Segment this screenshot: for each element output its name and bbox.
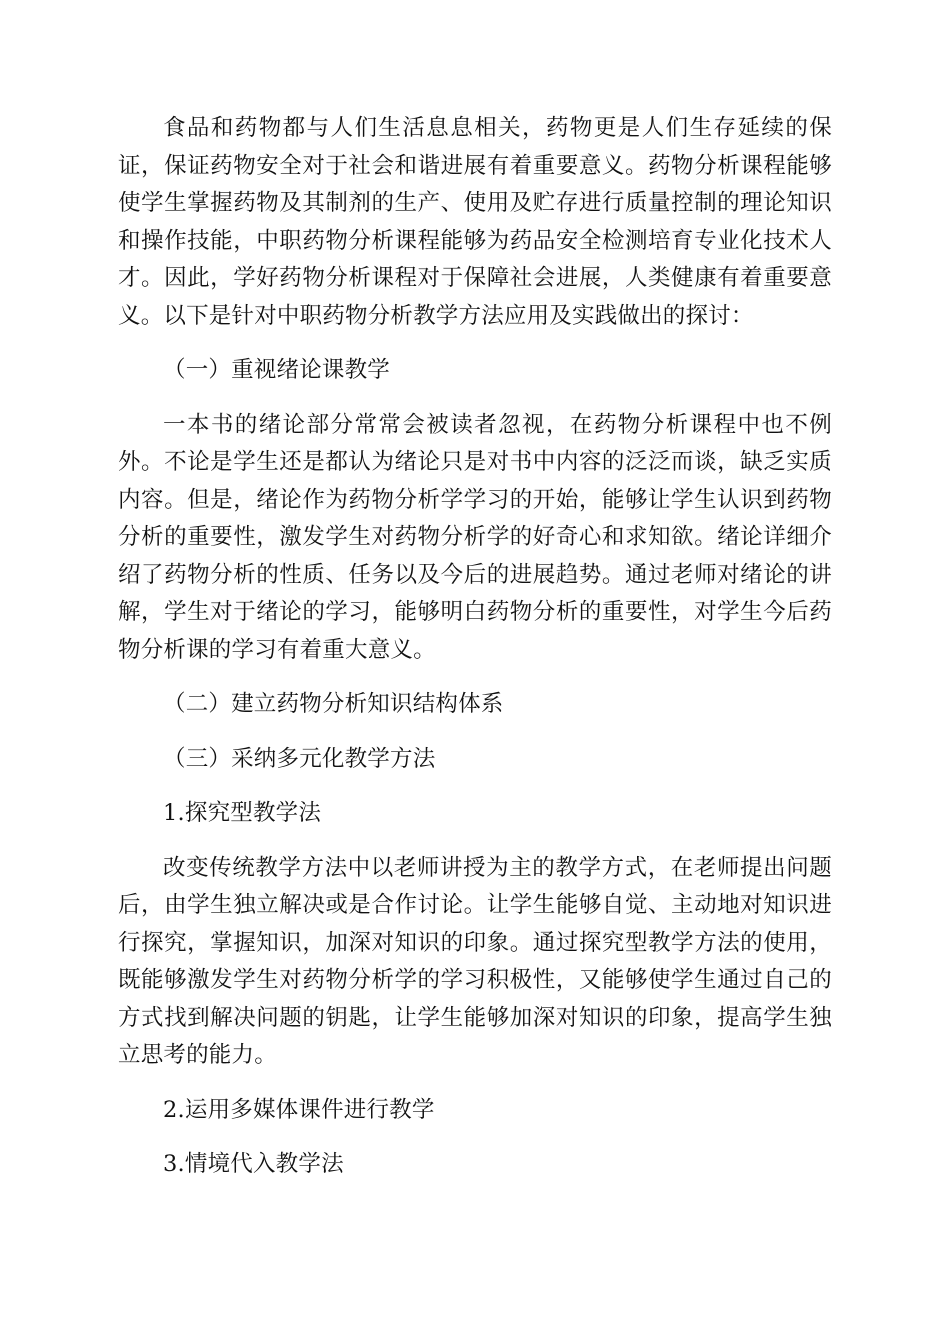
heading-introduction-teaching: （一）重视绪论课教学 xyxy=(163,357,391,383)
paragraph-intro: 食品和药物都与人们生活息息相关，药物更是人们生存延续的保证，保证药物安全对于社会和谐进展有着重要意义。药物分析课程能够使学生掌握药物及其制剂的生产、使用及贮存进行质量控制的理论知识和操作技能，中职药物分析课程能够为药品安全检测培育专业化技术人才。因此，学好药物分析课程对于保障社会进展，人类健康有着重要意义。以下是针对中职药物分析教学方法应用及实践做出的探讨： xyxy=(118,115,832,329)
spacer xyxy=(118,1129,832,1146)
heading-inquiry-method: 1.探究型教学法 xyxy=(163,800,322,826)
spacer xyxy=(118,669,832,686)
spacer xyxy=(118,724,832,741)
heading-scenario-method: 3.情境代入教学法 xyxy=(163,1151,344,1177)
heading-multimedia-teaching: 2.运用多媒体课件进行教学 xyxy=(163,1096,435,1123)
heading-knowledge-structure: （二）建立药物分析知识结构体系 xyxy=(163,691,504,717)
spacer xyxy=(118,778,832,795)
spacer xyxy=(118,335,832,352)
spacer xyxy=(118,390,832,407)
spacer xyxy=(118,833,832,850)
spacer xyxy=(118,1075,832,1092)
heading-diversified-methods: （三）采纳多元化教学方法 xyxy=(163,745,436,772)
document-page xyxy=(118,110,832,1184)
paragraph-introduction-teaching: 一本书的绪论部分常常会被读者忽视，在药物分析课程中也不例外。不论是学生还是都认为绪论只是对书中内容的泛泛而谈，缺乏实质内容。但是，绪论作为药物分析学学习的开始，能够让学生认识到药物分析的重要性，激发学生对药物分析学的好奇心和求知欲。绪论详细介绍了药物分析的性质、任务以及今后的进展趋势。通过老师对绪论的讲解，学生对于绪论的学习，能够明白药物分析的重要性，对学生今后药物分析课的学习有着重大意义。 xyxy=(118,411,832,663)
paragraph-inquiry-method: 改变传统教学方法中以老师讲授为主的教学方式，在老师提出问题后，由学生独立解决或是合作讨论。让学生能够自觉、主动地对知识进行探究，掌握知识，加深对知识的印象。通过探究型教学方法的使用，既能够激发学生对药物分析学的学习积极性，又能够使学生通过自己的方式找到解决问题的钥匙，让学生能够加深对知识的印象，提高学生独立思考的能力。 xyxy=(118,854,832,1068)
